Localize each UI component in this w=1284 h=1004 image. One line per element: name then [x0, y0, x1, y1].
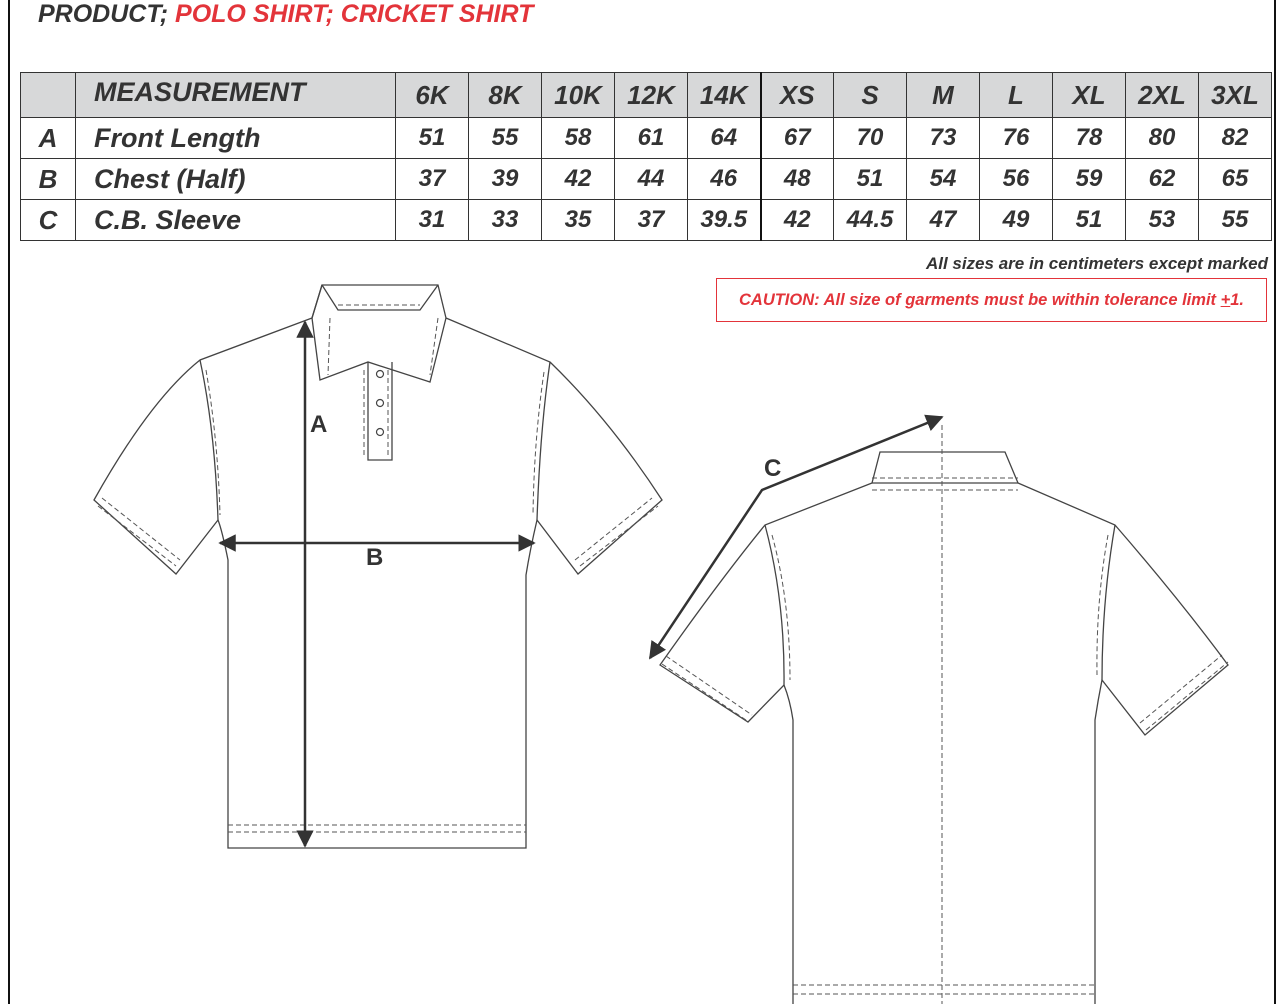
size-header: 2XL: [1126, 73, 1199, 118]
measurement-header: MEASUREMENT: [76, 73, 396, 118]
label-a: A: [310, 411, 328, 438]
table-cell: 55: [1199, 200, 1272, 241]
table-cell: 42: [761, 200, 834, 241]
back-shirt-drawing: [660, 452, 1228, 1004]
table-cell: 76: [980, 118, 1053, 159]
table-cell: 64: [688, 118, 761, 159]
size-header: L: [980, 73, 1053, 118]
size-header: S: [834, 73, 907, 118]
caution-plus-minus: +: [1220, 291, 1231, 309]
table-cell: 82: [1199, 118, 1272, 159]
size-header: 10K: [542, 73, 615, 118]
table-cell: 58: [542, 118, 615, 159]
row-letter: B: [21, 159, 76, 200]
table-cell: 59: [1053, 159, 1126, 200]
size-header: 12K: [615, 73, 688, 118]
table-cell: 65: [1199, 159, 1272, 200]
size-header: 3XL: [1199, 73, 1272, 118]
button-icon: [377, 371, 384, 378]
label-c: C: [764, 455, 782, 482]
table-cell: 37: [396, 159, 469, 200]
table-cell: 80: [1126, 118, 1199, 159]
caution-tail: 1.: [1230, 291, 1245, 309]
size-header: XL: [1053, 73, 1126, 118]
size-header: XS: [761, 73, 834, 118]
size-header: M: [907, 73, 980, 118]
table-cell: 51: [396, 118, 469, 159]
table-cell: 37: [615, 200, 688, 241]
table-cell: 31: [396, 200, 469, 241]
table-cell: 47: [907, 200, 980, 241]
table-cell: 67: [761, 118, 834, 159]
table-cell: 44: [615, 159, 688, 200]
table-cell: 33: [469, 200, 542, 241]
title-prefix: PRODUCT;: [38, 0, 176, 28]
row-name: Chest (Half): [76, 159, 396, 200]
units-note: All sizes are in centimeters except marked: [925, 254, 1268, 273]
table-cell: 49: [980, 200, 1053, 241]
table-cell: 70: [834, 118, 907, 159]
title-product: POLO SHIRT; CRICKET SHIRT: [175, 0, 534, 28]
button-icon: [377, 400, 384, 407]
label-b: B: [366, 544, 384, 571]
table-cell: 46: [688, 159, 761, 200]
table-cell: 35: [542, 200, 615, 241]
table-cell: 51: [834, 159, 907, 200]
table-cell: 54: [907, 159, 980, 200]
table-cell: 55: [469, 118, 542, 159]
size-header: 6K: [396, 73, 469, 118]
table-cell: 62: [1126, 159, 1199, 200]
table-cell: 78: [1053, 118, 1126, 159]
button-icon: [377, 429, 384, 436]
row-name: C.B. Sleeve: [76, 200, 396, 241]
row-letter: A: [21, 118, 76, 159]
row-name: Front Length: [76, 118, 396, 159]
table-cell: 48: [761, 159, 834, 200]
table-cell: 39.5: [688, 200, 761, 241]
table-cell: 53: [1126, 200, 1199, 241]
table-cell: 44.5: [834, 200, 907, 241]
table-cell: 42: [542, 159, 615, 200]
size-header: 8K: [469, 73, 542, 118]
table-cell: 39: [469, 159, 542, 200]
table-cell: 51: [1053, 200, 1126, 241]
table-cell: 56: [980, 159, 1053, 200]
row-letter: C: [21, 200, 76, 241]
size-header: 14K: [688, 73, 761, 118]
caution-text: CAUTION: All size of garments must be within tolerance limit: [738, 291, 1221, 309]
table-cell: 73: [907, 118, 980, 159]
table-cell: 61: [615, 118, 688, 159]
